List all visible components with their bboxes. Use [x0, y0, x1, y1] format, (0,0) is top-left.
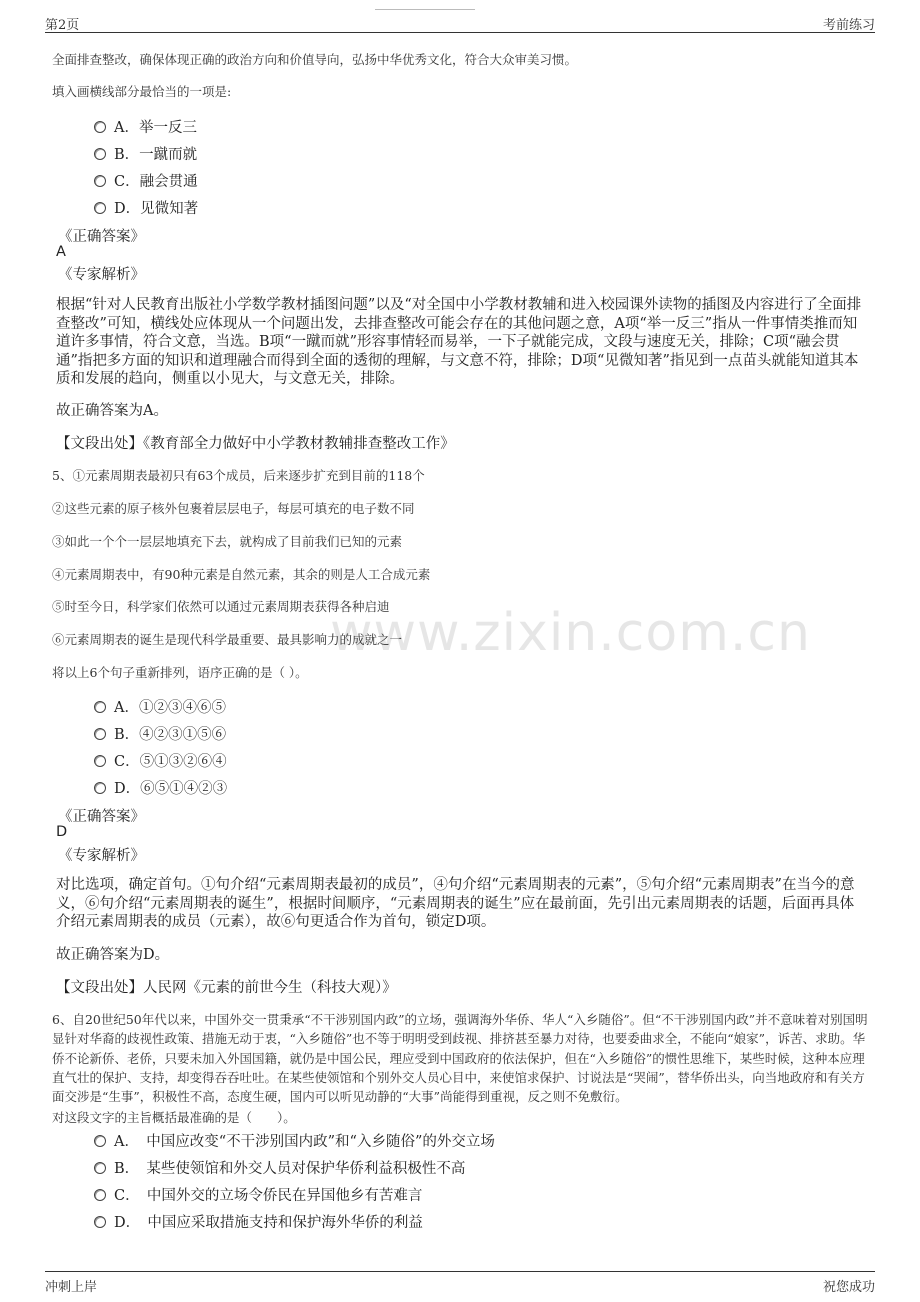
q5-line-3: ③如此一个个一层层地填充下去，就构成了目前我们已知的元素 [52, 534, 403, 549]
q4-prompt: 填入画横线部分最恰当的一项是: [52, 84, 232, 99]
q5-conclusion: 故正确答案为D。 [56, 947, 170, 963]
q4-tail: 全面排查整改，确保体现正确的政治方向和价值导向，弘扬中华优秀文化，符合大众审美习惯。 [52, 52, 578, 67]
radio-icon[interactable] [94, 701, 106, 713]
radio-icon[interactable] [94, 755, 106, 767]
q4-answer: A [56, 244, 66, 260]
q4-option-b[interactable]: B．一蹴而就 [94, 143, 197, 164]
radio-icon[interactable] [94, 175, 106, 187]
q5-prompt: 将以上6个句子重新排列，语序正确的是（ ）。 [52, 665, 308, 680]
radio-icon[interactable] [94, 728, 106, 740]
radio-icon[interactable] [94, 1189, 106, 1201]
q4-analysis-label: 《专家解析》 [58, 267, 145, 283]
radio-icon[interactable] [94, 202, 106, 214]
q6-passage: 6、自20世纪50年代以来，中国外交一贯秉承“不干涉别国内政”的立场，强调海外华侨、华人“入乡随俗”。但“不干涉别国内政”并不意味着对别国明显针对华裔的歧视性政策、措施无动于衷，“入乡随俗”也不等于明明受到歧视、排挤甚至暴力对待，也要委曲求全，不能向“娘家”，诉苦、求助。华侨不论新侨、老侨，只要未加入外国国籍，就仍是中国公民，理应受到中国政府的依法保护，但在“入乡随俗”的惯性思维下，某些时候，这种本应理直气壮的保护、支持，却变得吞吞吐吐。在某些使领馆和个别外交人员心目中，来使馆求保护、讨说法是“哭闹”，替华侨出头，向当地政府和有关方面交涉是“生事”，积极性不高，态度生硬，国内可以听见动静的“大事”尚能得到重视，反之则不免敷衍。 [52, 1012, 868, 1105]
radio-icon[interactable] [94, 148, 106, 160]
q5-analysis: 对比选项，确定首句。①句介绍“元素周期表最初的成员”，④句介绍“元素周期表的元素”，⑤句介绍“元素周期表”在当今的意义，⑥句介绍“元素周期表的诞生”，根据时间顺序，“元素周期表的诞生”应在最前面，先引出元素周期表的话题，后面再具体介绍元素周期表的成员（元素），故⑥句更适合作为首句，锁定D项。 [56, 877, 855, 930]
header-title: 考前练习 [822, 18, 875, 33]
q5-line-6: ⑥元素周期表的诞生是现代科学最重要、最具影响力的成就之一 [52, 632, 403, 647]
q6-option-d[interactable]: D． 中国应采取措施支持和保护海外华侨的利益 [94, 1211, 423, 1232]
q4-option-a[interactable]: A．举一反三 [94, 116, 197, 137]
q5-option-a[interactable]: A．①②③④⑥⑤ [94, 696, 226, 717]
q4-analysis: 根据“针对人民教育出版社小学数学教材插图问题”以及“对全国中小学教材教辅和进入校园课外读物的插图及内容进行了全面排查整改”可知，横线处应体现从一个问题出发，去排查整改可能会存在的其他问题之意，A项“举一反三”指从一件事情类推而知道许多事情，符合文意，当选。B项“一蹴而就”形容事情轻而易举，一下子就能完成，文段与速度无关，排除；C项“融会贯通”指把多方面的知识和道理融合而得到全面的透彻的理解，与文意不符，排除；D项“见微知著”指见到一点苗头就能知道其本质和发展的趋向，侧重以小见大，与文意无关，排除。 [56, 297, 862, 387]
q5-answer: D [56, 824, 68, 840]
q4-option-d[interactable]: D．见微知著 [94, 197, 198, 218]
radio-icon[interactable] [94, 1135, 106, 1147]
q5-source: 【文段出处】人民网《元素的前世今生（科技大观）》 [56, 980, 397, 996]
q4-option-c[interactable]: C．融会贯通 [94, 170, 198, 191]
q5-answer-label: 《正确答案》 [58, 809, 145, 825]
q5-option-b[interactable]: B．④②③①⑤⑥ [94, 723, 226, 744]
radio-icon[interactable] [94, 782, 106, 794]
header-divider [375, 9, 475, 10]
radio-icon[interactable] [94, 1162, 106, 1174]
q4-answer-label: 《正确答案》 [58, 229, 145, 245]
q5-line-5: ⑤时至今日，科学家们依然可以通过元素周期表获得各种启迪 [52, 599, 390, 614]
q5-line-2: ②这些元素的原子核外包裹着层层电子，每层可填充的电子数不同 [52, 501, 415, 516]
q5-line-4: ④元素周期表中，有90种元素是自然元素，其余的则是人工合成元素 [52, 567, 431, 582]
q6-option-b[interactable]: B． 某些使领馆和外交人员对保护华侨利益积极性不高 [94, 1157, 465, 1178]
page-number: 第2页 [45, 18, 80, 33]
radio-icon[interactable] [94, 1216, 106, 1228]
q6-option-a[interactable]: A． 中国应改变“不干涉别国内政”和“入乡随俗”的外交立场 [94, 1130, 495, 1151]
q5-option-c[interactable]: C．⑤①③②⑥④ [94, 750, 227, 771]
watermark: www.zixin.com.cn [330, 603, 811, 663]
page-header [45, 10, 875, 33]
page-footer [45, 1271, 875, 1296]
q6-option-c[interactable]: C． 中国外交的立场令侨民在异国他乡有苦难言 [94, 1184, 422, 1205]
footer-left: 冲刺上岸 [45, 1280, 98, 1295]
q5-line-1: 5、①元素周期表最初只有63个成员，后来逐步扩充到目前的118个 [52, 468, 425, 483]
q6-prompt: 对这段文字的主旨概括最准确的是（ ）。 [52, 1110, 296, 1125]
radio-icon[interactable] [94, 121, 106, 133]
q5-analysis-label: 《专家解析》 [58, 848, 145, 864]
q5-option-d[interactable]: D．⑥⑤①④②③ [94, 777, 227, 798]
footer-right: 祝您成功 [822, 1280, 875, 1295]
q4-conclusion: 故正确答案为A。 [56, 403, 168, 419]
q4-source: 【文段出处】《教育部全力做好中小学教材教辅排查整改工作》 [56, 436, 455, 452]
